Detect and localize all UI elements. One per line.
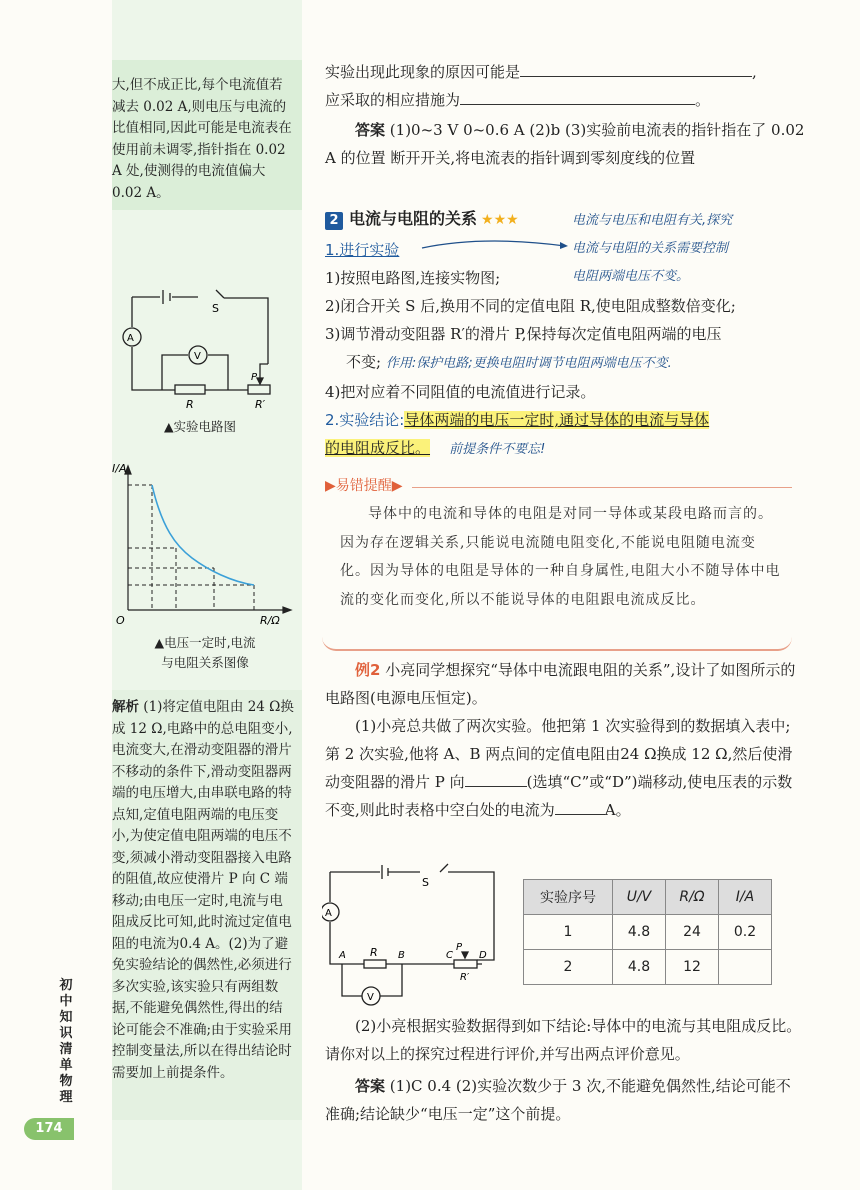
handnote-2: 电流与电阻的关系需要控制 [572, 241, 729, 256]
ammeter-label: A [325, 908, 332, 919]
answer-text: (1)0~3 V 0~0.6 A (2)b (3)实验前电流表的指针指在了 0.02 A 的位置 断开开关,将电流表的指针调到零刻度线的位置 [325, 121, 805, 167]
section-heading [325, 206, 519, 230]
table-cell: 1 [524, 915, 613, 950]
table-header: 实验序号 [524, 880, 613, 915]
warn-text: 导体中的电流和导体的电阻是对同一导体或某段电路而言的。因为存在逻辑关系,只能说电流随电阻变化,不能说电阻随电流变化。因为导体的电阻是导体的一种自身属性,电阻大小不随导体中电流的变化而变化,所以不能说导体的电阻跟电流成反比。 [340, 506, 781, 608]
x-axis-label: R/Ω [260, 614, 280, 627]
inverse-graph [112, 458, 302, 628]
point-d-label: D [479, 950, 487, 961]
conclusion [325, 406, 805, 434]
graph-caption-line1: ▲电压一定时,电流 [154, 635, 256, 650]
warn-heading: ▶易错提醒▶ [325, 478, 403, 494]
line1-end: , [752, 63, 757, 81]
conclusion-text: 导体两端的电压一定时,通过导体的电流与导体 [404, 411, 710, 429]
step-3: 3)调节滑动变阻器 R′的滑片 P,保持每次定值电阻两端的电压 [325, 325, 722, 343]
handnote-3: 电阻两端电压不变。 [572, 269, 690, 284]
table-row [524, 950, 772, 985]
sub-heading-2: 2.实验结论: [325, 411, 405, 429]
circuit-diagram-1 [120, 282, 280, 412]
answer-label: 答案 [355, 1077, 386, 1095]
step-2: 2)闭合开关 S 后,换用不同的定值电阻 R,使电阻成整数倍变化; [325, 297, 736, 315]
difficulty-stars: ★★★ [481, 212, 519, 228]
table-cell: 4.8 [613, 950, 666, 985]
point-a-label: A [339, 950, 346, 961]
circuit-caption: ▲实验电路图 [163, 419, 237, 434]
step-4: 4)把对应着不同阻值的电流值进行记录。 [325, 383, 596, 401]
inverse-curve [152, 485, 254, 585]
graph-caption [125, 633, 285, 673]
section-title: 电流与电阻的关系 [349, 209, 478, 228]
question-1 [325, 712, 805, 824]
switch-label: S [422, 876, 429, 889]
table-cell: 0.2 [719, 915, 772, 950]
line1-text: 实验出现此现象的原因可能是 [325, 63, 521, 81]
table-cell: 24 [666, 915, 719, 950]
resistor-label: R [186, 398, 194, 411]
rheostat-label: R′ [255, 398, 266, 411]
conclusion-text-2: 的电阻成反比。 [325, 439, 431, 457]
voltmeter-label: V [367, 992, 374, 1003]
example-2 [325, 656, 805, 824]
table-header: U/V [613, 880, 666, 915]
analysis-text [112, 697, 296, 1084]
table-cell: 12 [666, 950, 719, 985]
answer-2 [325, 1072, 805, 1128]
step-3-cont [325, 348, 805, 378]
ammeter-label: A [127, 333, 134, 344]
experiment-steps [325, 236, 805, 464]
line2-end: 。 [695, 91, 711, 109]
table-cell: 2 [524, 950, 613, 985]
slider-label: P [251, 372, 258, 383]
point-c-label: C [446, 950, 453, 961]
voltmeter-label: V [194, 351, 201, 362]
rheostat-label: R′ [460, 972, 470, 983]
slider-label: P [456, 942, 463, 953]
resistor-label: R [370, 946, 378, 959]
section-number: 2 [325, 212, 343, 230]
answer-blank[interactable] [465, 768, 527, 787]
step-3b: 不变; [346, 353, 382, 371]
y-axis-label: I/A [112, 462, 127, 475]
answer-blank[interactable] [555, 796, 605, 815]
circuit-diagram-2 [322, 860, 500, 1010]
example-intro [325, 656, 805, 712]
step-1: 1)按照电路图,连接实物图; [325, 269, 501, 287]
table-header: I/A [719, 880, 772, 915]
example-label: 例2 [355, 661, 381, 679]
answer-label: 答案 [355, 121, 386, 139]
line2-text: 应采取的相应措施为 [325, 91, 461, 109]
answer-blank[interactable] [460, 86, 695, 105]
switch-label: S [212, 302, 219, 315]
question-2-block [325, 1012, 805, 1128]
line2 [325, 86, 805, 114]
question-continuation [325, 58, 805, 172]
question-2: (2)小亮根据实验数据得到如下结论:导体中的电流与其电阻成反比。请你对以上的探究过程进行评价,并写出两点评价意见。 [325, 1017, 802, 1063]
point-b-label: B [398, 950, 405, 961]
table-row [524, 915, 772, 950]
sub-heading-1: 1.进行实验 [325, 241, 400, 259]
analysis-label: 解析 [112, 699, 139, 715]
line1 [325, 58, 805, 86]
q1-text: (1)小亮总共做了两次实验。他把第 1 次实验得到的数据填入表中;第 2 次实验,他将 A、B 两点间的定值电阻由24 Ω换成 12 Ω,然后使滑动变阻器的滑片 P 向 [325, 717, 793, 791]
handnote-5: 前提条件不要忘! [449, 442, 546, 457]
table-cell: 4.8 [613, 915, 666, 950]
table-cell[interactable] [719, 950, 772, 985]
graph-caption-line2: 与电阻关系图像 [161, 655, 249, 670]
book-title-vertical: 初中知识清单 物理 [59, 978, 73, 1105]
gridlines [128, 485, 254, 610]
example-text: 小亮同学想探究“导体中电流跟电阻的关系”,设计了如图所示的电路图(电源电压恒定)。 [325, 661, 796, 707]
page-number: 174 [24, 1118, 74, 1140]
analysis-body: (1)将定值电阻由 24 Ω换成 12 Ω,电路中的总电阻变小,电流变大,在滑动变阻器的滑片不移动的条件下,滑动变阻器两端的电压增大,由串联电路的特点知,定值电阻两端的电压变小,为使定值电阻两端的电压不变,须减小滑动变阻器接入电路的阻值,故应使滑片 P 向 C 端移动;由电压一定时,电流与电阻成反比可知,此时流过定值电阻的电流为0.4 A。(2)为了避免实验结论的偶然性,必须进行多次实验,该实验只有两组数据,不能避免偶然性,得出的结论可能会不准确;由于实验采用控制变量法,所以在得出结论时需要加上前提条件。 [112, 699, 294, 1081]
answer-1 [325, 116, 805, 172]
data-table [523, 879, 772, 985]
handnote-4: 作用:保护电路;更换电阻时调节电阻两端电压不变. [385, 356, 672, 371]
q1-end: A。 [604, 801, 631, 819]
answer-text: (1)C 0.4 (2)实验次数少于 3 次,不能避免偶然性,结论可能不准确;结论缺少“电压一定”这个前提。 [325, 1077, 791, 1123]
table-header-row [524, 880, 772, 915]
table-header: R/Ω [666, 880, 719, 915]
origin-label: O [116, 614, 125, 627]
answer-blank[interactable] [520, 58, 752, 77]
q1-mid: (选填“C”或“D”)端移动,使电压表的示数不变,则此时表格中空白处的电流为 [325, 773, 793, 819]
conclusion-cont [325, 434, 805, 464]
handnote-1: 电流与电压和电阻有关,探究 [572, 213, 733, 228]
side-note: 大,但不成正比,每个电流值若减去 0.02 A,则电压与电流的比值相同,因此可能是电流表在使用前未调零,指针指在 0.02 A 处,使测得的电流值偏大 0.02 A。 [112, 77, 292, 201]
